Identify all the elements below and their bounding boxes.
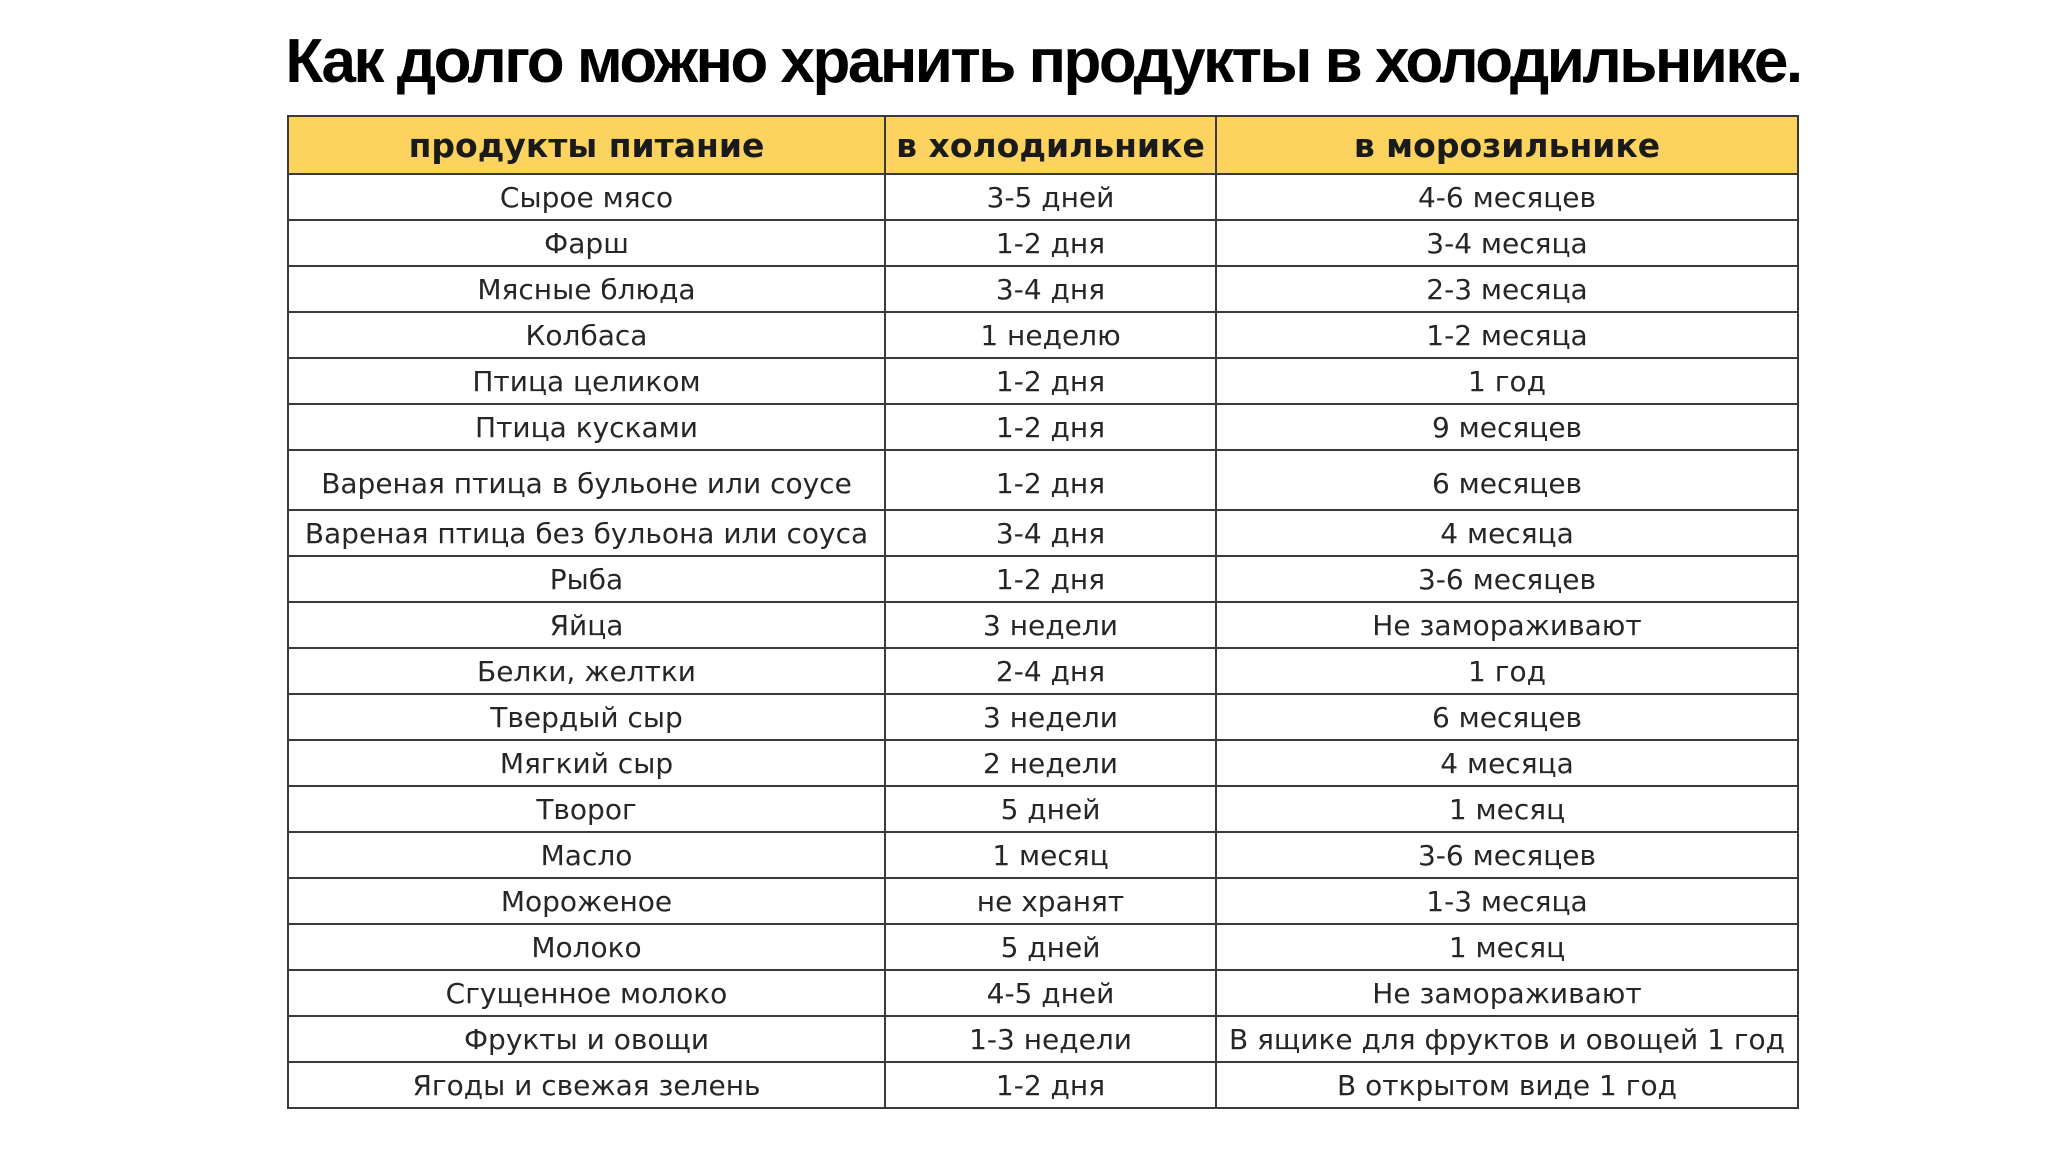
cell-freezer-time: 1 месяц — [1216, 924, 1798, 970]
table-row — [288, 404, 1798, 450]
cell-fridge-time: 1 неделю — [885, 312, 1216, 358]
table-row — [288, 174, 1798, 220]
storage-table — [287, 115, 1799, 1109]
cell-product: Рыба — [288, 556, 885, 602]
cell-freezer-time: Не замораживают — [1216, 970, 1798, 1016]
cell-product: Ягоды и свежая зелень — [288, 1062, 885, 1108]
table-row — [288, 220, 1798, 266]
cell-product: Птица кусками — [288, 404, 885, 450]
cell-freezer-time: 1-3 месяца — [1216, 878, 1798, 924]
table-row — [288, 1016, 1798, 1062]
cell-product: Белки, желтки — [288, 648, 885, 694]
table-body — [288, 174, 1798, 1108]
cell-fridge-time: 4-5 дней — [885, 970, 1216, 1016]
cell-fridge-time: 1-2 дня — [885, 358, 1216, 404]
cell-fridge-time: 1-2 дня — [885, 220, 1216, 266]
table-row — [288, 510, 1798, 556]
cell-fridge-time: 3-5 дней — [885, 174, 1216, 220]
table-row — [288, 740, 1798, 786]
cell-product: Вареная птица в бульоне или соусе — [288, 450, 885, 510]
cell-freezer-time: В открытом виде 1 год — [1216, 1062, 1798, 1108]
cell-product: Сырое мясо — [288, 174, 885, 220]
cell-freezer-time: 3-6 месяцев — [1216, 832, 1798, 878]
cell-product: Молоко — [288, 924, 885, 970]
cell-freezer-time: 6 месяцев — [1216, 450, 1798, 510]
cell-fridge-time: 1-2 дня — [885, 556, 1216, 602]
cell-product: Фарш — [288, 220, 885, 266]
cell-freezer-time: 4 месяца — [1216, 510, 1798, 556]
table-row — [288, 694, 1798, 740]
cell-freezer-time: 6 месяцев — [1216, 694, 1798, 740]
cell-fridge-time: 1-3 недели — [885, 1016, 1216, 1062]
cell-fridge-time: 1-2 дня — [885, 1062, 1216, 1108]
cell-product: Колбаса — [288, 312, 885, 358]
table-row — [288, 266, 1798, 312]
header-fridge: в холодильнике — [885, 116, 1216, 174]
header-products: продукты питание — [288, 116, 885, 174]
cell-fridge-time: 1-2 дня — [885, 450, 1216, 510]
table-row — [288, 924, 1798, 970]
cell-product: Яйца — [288, 602, 885, 648]
cell-fridge-time: 5 дней — [885, 786, 1216, 832]
cell-product: Вареная птица без бульона или соуса — [288, 510, 885, 556]
table-row — [288, 602, 1798, 648]
cell-fridge-time: 3-4 дня — [885, 510, 1216, 556]
table-row — [288, 556, 1798, 602]
cell-fridge-time: 3 недели — [885, 694, 1216, 740]
cell-product: Мясные блюда — [288, 266, 885, 312]
cell-freezer-time: 4 месяца — [1216, 740, 1798, 786]
storage-table-container — [287, 115, 1799, 1109]
cell-fridge-time: 2-4 дня — [885, 648, 1216, 694]
cell-fridge-time: 3-4 дня — [885, 266, 1216, 312]
cell-freezer-time: 1 месяц — [1216, 786, 1798, 832]
table-row — [288, 786, 1798, 832]
cell-fridge-time: 5 дней — [885, 924, 1216, 970]
cell-product: Твердый сыр — [288, 694, 885, 740]
cell-product: Сгущенное молоко — [288, 970, 885, 1016]
table-row — [288, 312, 1798, 358]
table-header-row — [288, 116, 1798, 174]
cell-product: Мягкий сыр — [288, 740, 885, 786]
cell-freezer-time: Не замораживают — [1216, 602, 1798, 648]
table-row — [288, 832, 1798, 878]
cell-fridge-time: 1-2 дня — [885, 404, 1216, 450]
cell-product: Творог — [288, 786, 885, 832]
cell-product: Мороженое — [288, 878, 885, 924]
cell-freezer-time: В ящике для фруктов и овощей 1 год — [1216, 1016, 1798, 1062]
cell-fridge-time: 1 месяц — [885, 832, 1216, 878]
cell-product: Птица целиком — [288, 358, 885, 404]
table-row — [288, 878, 1798, 924]
table-row — [288, 358, 1798, 404]
table-row — [288, 970, 1798, 1016]
header-freezer: в морозильнике — [1216, 116, 1798, 174]
page-title: Как долго можно хранить продукты в холодильнике. — [285, 27, 1801, 96]
cell-product: Масло — [288, 832, 885, 878]
cell-freezer-time: 1 год — [1216, 358, 1798, 404]
cell-freezer-time: 4-6 месяцев — [1216, 174, 1798, 220]
cell-freezer-time: 1-2 месяца — [1216, 312, 1798, 358]
cell-product: Фрукты и овощи — [288, 1016, 885, 1062]
cell-fridge-time: 3 недели — [885, 602, 1216, 648]
cell-freezer-time: 3-4 месяца — [1216, 220, 1798, 266]
cell-fridge-time: не хранят — [885, 878, 1216, 924]
table-row — [288, 450, 1798, 510]
table-row — [288, 1062, 1798, 1108]
table-row — [288, 648, 1798, 694]
cell-freezer-time: 1 год — [1216, 648, 1798, 694]
cell-freezer-time: 3-6 месяцев — [1216, 556, 1798, 602]
cell-fridge-time: 2 недели — [885, 740, 1216, 786]
cell-freezer-time: 2-3 месяца — [1216, 266, 1798, 312]
cell-freezer-time: 9 месяцев — [1216, 404, 1798, 450]
